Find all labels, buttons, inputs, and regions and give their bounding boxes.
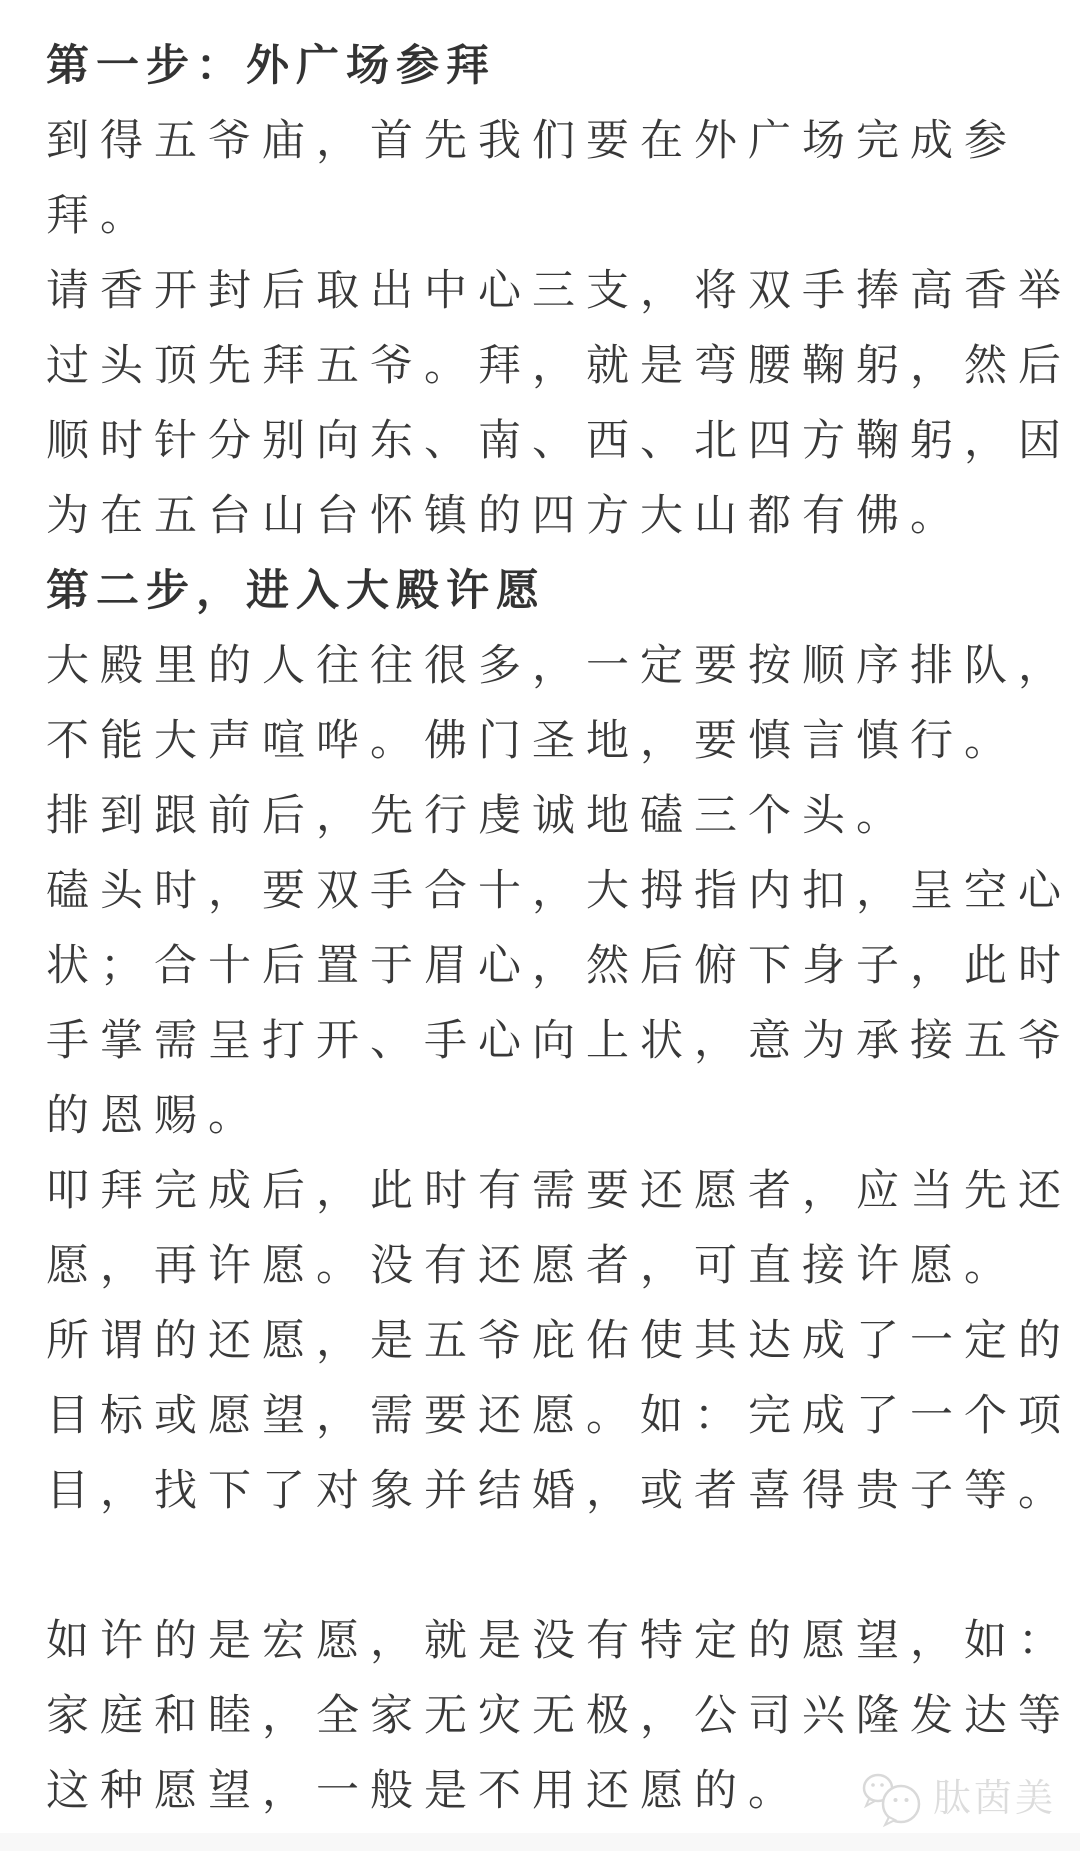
bottom-bar — [0, 1833, 1080, 1851]
text-line: 大殿里的人往往很多，一定要按顺序排队， — [46, 642, 1072, 690]
text-line: 所谓的还愿，是五爷庇佑使其达成了一定的 — [46, 1317, 1072, 1365]
watermark-label: 肽茵美 — [932, 1778, 1056, 1820]
text-line: 愿，再许愿。没有还愿者，可直接许愿。 — [46, 1242, 1018, 1290]
text-line: 排到跟前后，先行虔诚地磕三个头。 — [46, 792, 910, 840]
text-line: 磕头时，要双手合十，大拇指内扣，呈空心 — [46, 867, 1072, 915]
text-line: 为在五台山台怀镇的四方大山都有佛。 — [46, 492, 964, 540]
text-line: 目，找下了对象并结婚，或者喜得贵子等。 — [46, 1467, 1072, 1515]
text-line: 请香开封后取出中心三支，将双手捧高香举 — [46, 267, 1072, 315]
text-line: 不能大声喧哗。佛门圣地，要慎言慎行。 — [46, 717, 1018, 765]
text-line: 状；合十后置于眉心，然后俯下身子，此时 — [46, 942, 1072, 990]
text-line: 这种愿望，一般是不用还愿的。 — [46, 1767, 802, 1815]
chat-bubbles-icon — [859, 1770, 927, 1828]
watermark — [859, 1770, 1056, 1828]
text-line: 的恩赐。 — [46, 1092, 262, 1140]
heading-line: 第二步，进入大殿许愿 — [46, 567, 546, 615]
text-line: 叩拜完成后，此时有需要还愿者，应当先还 — [46, 1167, 1072, 1215]
heading-line: 第一步：外广场参拜 — [46, 42, 496, 90]
text-line: 目标或愿望，需要还愿。如：完成了一个项 — [46, 1392, 1072, 1440]
text-line: 顺时针分别向东、南、西、北四方鞠躬，因 — [46, 417, 1072, 465]
text-line: 手掌需呈打开、手心向上状，意为承接五爷 — [46, 1017, 1072, 1065]
text-line: 拜。 — [46, 192, 154, 240]
text-line: 家庭和睦，全家无灾无极，公司兴隆发达等 — [46, 1692, 1072, 1740]
text-line: 过头顶先拜五爷。拜，就是弯腰鞠躬，然后 — [46, 342, 1072, 390]
article — [46, 29, 1072, 1829]
blank-line — [46, 1529, 1034, 1604]
text-line: 到得五爷庙，首先我们要在外广场完成参 — [46, 117, 1018, 165]
text-line: 如许的是宏愿，就是没有特定的愿望，如： — [46, 1617, 1072, 1665]
